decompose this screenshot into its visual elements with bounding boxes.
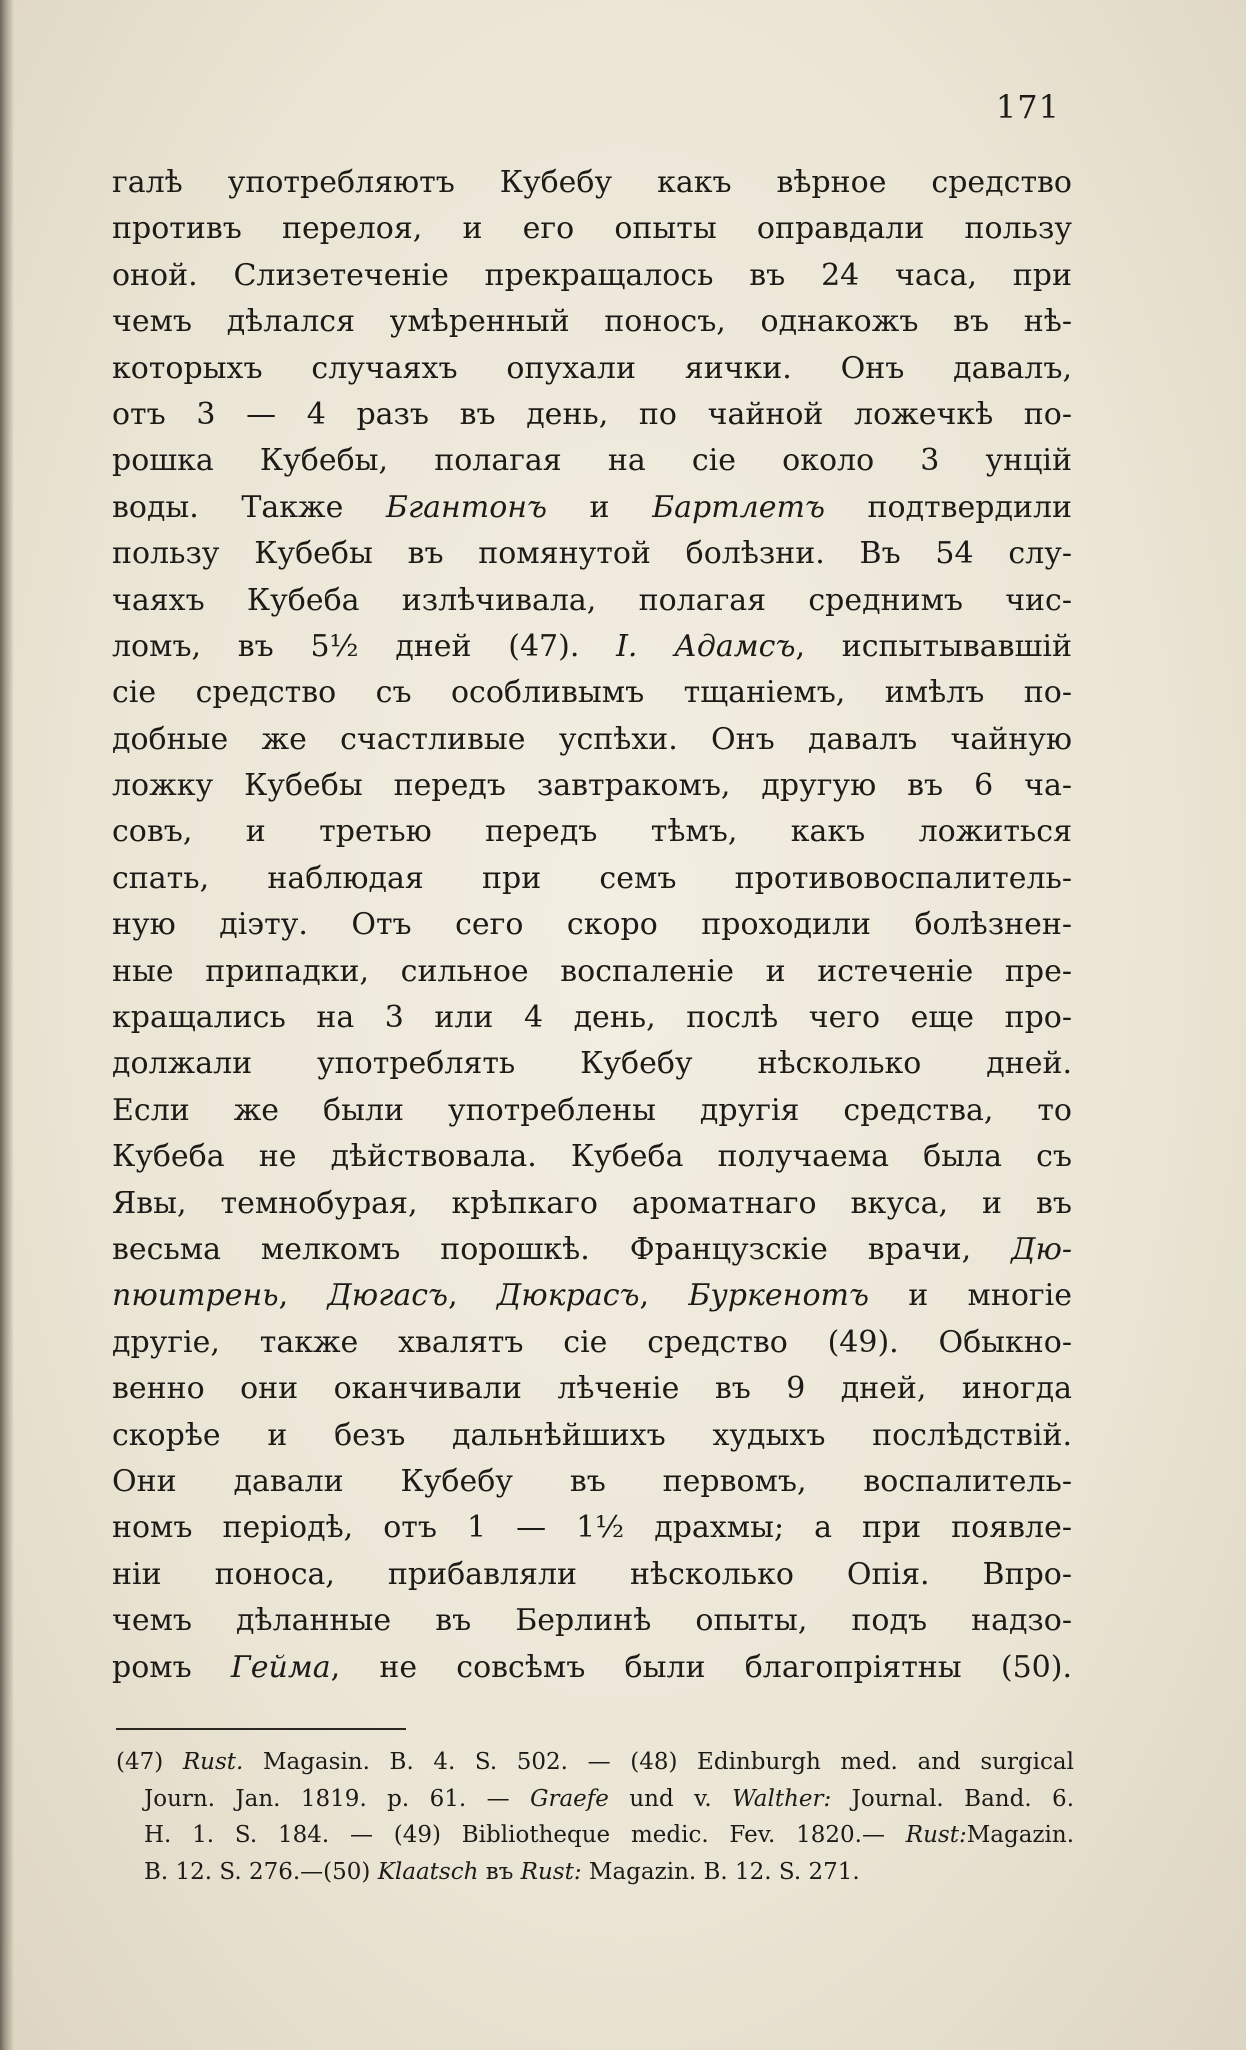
text-line-14 (112, 763, 1072, 809)
text-line-10 (112, 578, 1072, 624)
text-run: другіе, также хвалятъ сіе средство (49). Обыкно- (112, 1324, 1072, 1360)
text-run: ромъ (112, 1649, 231, 1685)
text-run: und v. (608, 1785, 733, 1812)
text-line-9 (112, 531, 1072, 577)
footnotes-block (116, 1744, 1074, 1890)
text-run: отъ 3 — 4 разъ въ день, по чайной ложечкѣ по- (112, 396, 1072, 432)
text-line-30 (112, 1505, 1072, 1551)
italic-name: Rust: (905, 1822, 967, 1848)
text-run: венно они оканчивали лѣченіе въ 9 дней, иногда (112, 1371, 1072, 1407)
italic-name: Дюгасъ (327, 1278, 449, 1314)
text-run: галѣ употребляютъ Кубебу какъ вѣрное средство (112, 165, 1072, 200)
italic-name: Rust. (182, 1749, 244, 1775)
text-line-3 (112, 253, 1072, 299)
text-run: оной. Слизетеченіе прекращалось въ 24 часа, при (112, 257, 1072, 293)
text-run: ную діэту. Отъ сего скоро проходили болѣзнен- (112, 907, 1072, 943)
text-run: (47) (116, 1749, 183, 1775)
text-run: , (278, 1278, 328, 1314)
text-line-22 (112, 1134, 1072, 1180)
text-line-11 (112, 624, 1072, 670)
text-run: чаяхъ Кубеба излѣчивала, полагая среднимъ чис- (112, 582, 1072, 618)
footnote-line-1 (116, 1744, 1074, 1781)
italic-name: Дю- (1011, 1231, 1072, 1267)
text-run: и (547, 489, 653, 525)
text-line-15 (112, 809, 1072, 855)
italic-name: Бартлетъ (652, 489, 825, 525)
text-run: скорѣе и безъ дальнѣйшихъ худыхъ послѣдствій. (112, 1417, 1072, 1453)
text-line-18 (112, 949, 1072, 995)
text-run: Magazin. B. 12. S. 271. (581, 1858, 860, 1885)
text-run: , (639, 1278, 689, 1314)
italic-name: Гейма (230, 1649, 331, 1685)
text-line-28 (112, 1413, 1072, 1459)
text-run: Journal. Band. 6. (831, 1785, 1075, 1812)
italic-name: пюитрень (112, 1278, 279, 1314)
text-run: пользу Кубебы въ помянутой болѣзни. Въ 54 слу- (112, 536, 1072, 572)
text-line-17 (112, 902, 1072, 948)
text-run: Magasin. B. 4. S. 502. — (48) Edinburgh med. and surgical (243, 1749, 1074, 1775)
text-run: воды. Также (112, 489, 386, 525)
italic-name: Graefe (530, 1785, 609, 1812)
text-line-26 (112, 1320, 1072, 1366)
italic-name: Walther: (732, 1785, 832, 1812)
text-run: , испытывавшій (795, 628, 1072, 664)
text-run: противъ перелоя, и его опыты оправдали пользу (112, 211, 1072, 247)
text-run: должали употреблять Кубебу нѣсколько дней. (112, 1046, 1072, 1082)
text-run: которыхъ случаяхъ опухали яички. Онъ давалъ, (112, 350, 1072, 386)
text-line-12 (112, 670, 1072, 716)
text-line-32 (112, 1598, 1072, 1644)
italic-name: Буркенотъ (688, 1278, 869, 1314)
text-run: Кубеба не дѣйствовала. Кубеба получаема была съ (112, 1139, 1072, 1175)
text-line-2 (112, 206, 1072, 252)
text-run: рошка Кубебы, полагая на сіе около 3 унцій (112, 443, 1072, 479)
text-line-4 (112, 299, 1072, 345)
text-run: H. 1. S. 184. — (49) Bibliotheque medic. Fev. 1820.— (144, 1822, 906, 1848)
text-line-16 (112, 856, 1072, 902)
footnote-line-2 (116, 1781, 1074, 1818)
text-line-33 (112, 1645, 1072, 1691)
text-run: весьма мелкомъ порошкѣ. Французскіе врачи, (112, 1231, 1012, 1267)
text-line-5 (112, 346, 1072, 392)
text-run: B. 12. S. 276.—(50) (144, 1858, 378, 1885)
footnote-line-4 (116, 1854, 1074, 1891)
text-run: Они давали Кубебу въ первомъ, воспалитель- (112, 1463, 1072, 1499)
text-line-25 (112, 1273, 1072, 1319)
italic-name: Klaatsch (377, 1858, 479, 1885)
page-number: 171 (995, 88, 1060, 126)
footnote-line-3 (116, 1817, 1074, 1854)
italic-name: І. Адамсъ (616, 628, 796, 664)
text-run: чемъ дѣлался умѣренный поносъ, однакожъ въ нѣ- (112, 304, 1072, 340)
text-line-1 (112, 160, 1072, 206)
text-run: ніи поноса, прибавляли нѣсколько Опія. Впро- (112, 1556, 1072, 1592)
text-run: Явы, темнобурая, крѣпкаго ароматнаго вкуса, и въ (112, 1185, 1072, 1221)
text-run: ложку Кубебы передъ завтракомъ, другую въ 6 ча- (112, 768, 1072, 804)
text-line-27 (112, 1366, 1072, 1412)
text-run: Journ. Jan. 1819. p. 61. — (144, 1785, 531, 1812)
italic-name: Дюкрасъ (496, 1278, 640, 1314)
text-line-29 (112, 1459, 1072, 1505)
page-binding-shadow (0, 0, 14, 2050)
text-run: ные припадки, сильное воспаленіе и истеченіе пре- (112, 953, 1072, 989)
text-line-23 (112, 1181, 1072, 1227)
text-run: , (448, 1278, 497, 1314)
text-line-8 (112, 485, 1072, 531)
text-run: добные же счастливые успѣхи. Онъ давалъ чайную (112, 721, 1072, 757)
text-line-13 (112, 717, 1072, 763)
text-line-24 (112, 1227, 1072, 1273)
italic-name: Rust: (520, 1858, 582, 1885)
text-run: кращались на 3 или 4 день, послѣ чего еще про- (112, 1000, 1072, 1036)
text-run: совъ, и третью передъ тѣмъ, какъ ложиться (112, 814, 1072, 850)
text-run: Если же были употреблены другія средства, то (112, 1092, 1072, 1128)
text-run: и многіе (868, 1278, 1073, 1314)
text-run: Magazin. (966, 1822, 1074, 1848)
text-run: ломъ, въ 5½ дней (47). (112, 628, 617, 664)
text-line-31 (112, 1552, 1072, 1598)
text-line-19 (112, 995, 1072, 1041)
text-line-6 (112, 392, 1072, 438)
text-run: спать, наблюдая при семъ противовоспалитель- (112, 860, 1072, 896)
footnote-separator-rule (116, 1728, 406, 1730)
text-run: подтвердили (824, 489, 1073, 525)
text-line-7 (112, 438, 1072, 484)
italic-name: Бгантонъ (385, 489, 548, 525)
text-run: , не совсѣмъ были благопріятны (50). (330, 1649, 1072, 1685)
text-run: сіе средство съ особливымъ тщаніемъ, имѣлъ по- (112, 675, 1072, 711)
text-line-20 (112, 1041, 1072, 1087)
text-run: въ (478, 1858, 521, 1885)
text-run: номъ періодѣ, отъ 1 — 1½ драхмы; а при появле- (112, 1510, 1072, 1546)
text-line-21 (112, 1088, 1072, 1134)
main-text-block (112, 160, 1072, 1691)
text-run: чемъ дѣланные въ Берлинѣ опыты, подъ надзо- (112, 1603, 1072, 1639)
